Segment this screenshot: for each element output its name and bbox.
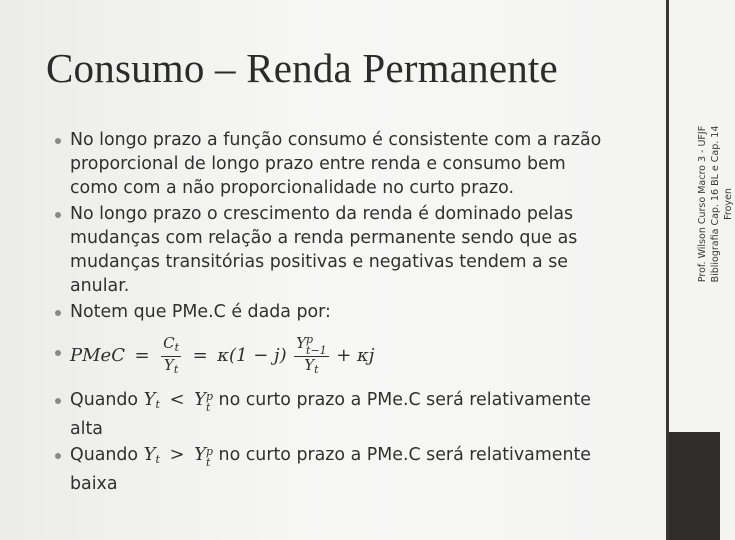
formula-equals-2: = <box>192 345 208 366</box>
comparison-right-sup: p <box>205 390 214 403</box>
comparison-right-sub: t <box>205 401 211 414</box>
footer-note-line-3: Froyen <box>723 188 734 220</box>
formula-frac1-den: Y <box>163 355 174 374</box>
comparison-operator: < <box>169 389 185 410</box>
comparison-suffix: no curto prazo a PMe.C será relativamente alta <box>70 390 592 439</box>
formula-frac2-num-sub: t−1 <box>306 344 327 357</box>
bullet-list <box>52 128 612 498</box>
formula-tail: + κj <box>336 345 375 366</box>
comparison-right: Y <box>194 444 206 465</box>
comparison-left-sub: t <box>155 453 160 466</box>
comparison-operator: > <box>169 444 185 465</box>
formula-frac2-den: Y <box>304 356 315 374</box>
formula-item <box>52 334 612 378</box>
bullet-item: No longo prazo o crescimento da renda é dominado pelas mudanças com relação a renda permanente sendo que as mudanças transitórias positivas e negativas tendem a se anular. <box>52 202 612 298</box>
comparison-prefix: Quando <box>70 445 144 465</box>
comparison-prefix: Quando <box>70 390 144 410</box>
formula-lhs: PMeC <box>70 345 125 366</box>
formula-frac1-num-sub: t <box>174 340 180 354</box>
comparison-suffix: no curto prazo a PMe.C será relativamente baixa <box>70 445 592 494</box>
footer-note-line-1: Prof. Wilson Curso Macro 3 - UFJF <box>697 125 708 283</box>
formula-middle: κ(1 − j) <box>217 345 287 366</box>
formula-frac2-den-sub: t <box>314 363 319 376</box>
bullet-item-comparison-low <box>52 388 612 441</box>
sidebar-divider <box>666 0 669 540</box>
sidebar-dark-panel <box>666 432 720 540</box>
formula-equals: = <box>134 345 150 366</box>
formula-fraction-yp-over-y <box>294 334 329 378</box>
bullet-item: No longo prazo a função consumo é consistente com a razão proporcional de longo prazo entre renda e consumo bem como com a não proporcionalidade no curto prazo. <box>52 128 612 200</box>
footer-note-line-2: Bibliografia Cap. 16 BL e Cap. 14 <box>710 125 721 283</box>
comparison-right: Y <box>194 389 206 410</box>
sidebar-footer-note <box>696 54 734 354</box>
slide-title: Consumo – Renda Permanente <box>46 45 558 91</box>
bullet-item: Notem que PMe.C é dada por: <box>52 300 612 324</box>
bullet-item-comparison-high <box>52 443 612 496</box>
formula-fraction-c-over-y <box>161 335 181 378</box>
comparison-left-sub: t <box>155 398 160 411</box>
comparison-right-sup: p <box>205 445 214 458</box>
comparison-left: Y <box>143 444 156 465</box>
formula-frac2-num-sup: p <box>306 333 314 346</box>
comparison-left: Y <box>143 389 156 410</box>
formula-frac1-den-sub: t <box>173 362 179 376</box>
comparison-right-sub: t <box>205 456 211 469</box>
formula-frac1-num: C <box>163 333 175 352</box>
formula-frac2-num: Y <box>296 334 307 352</box>
